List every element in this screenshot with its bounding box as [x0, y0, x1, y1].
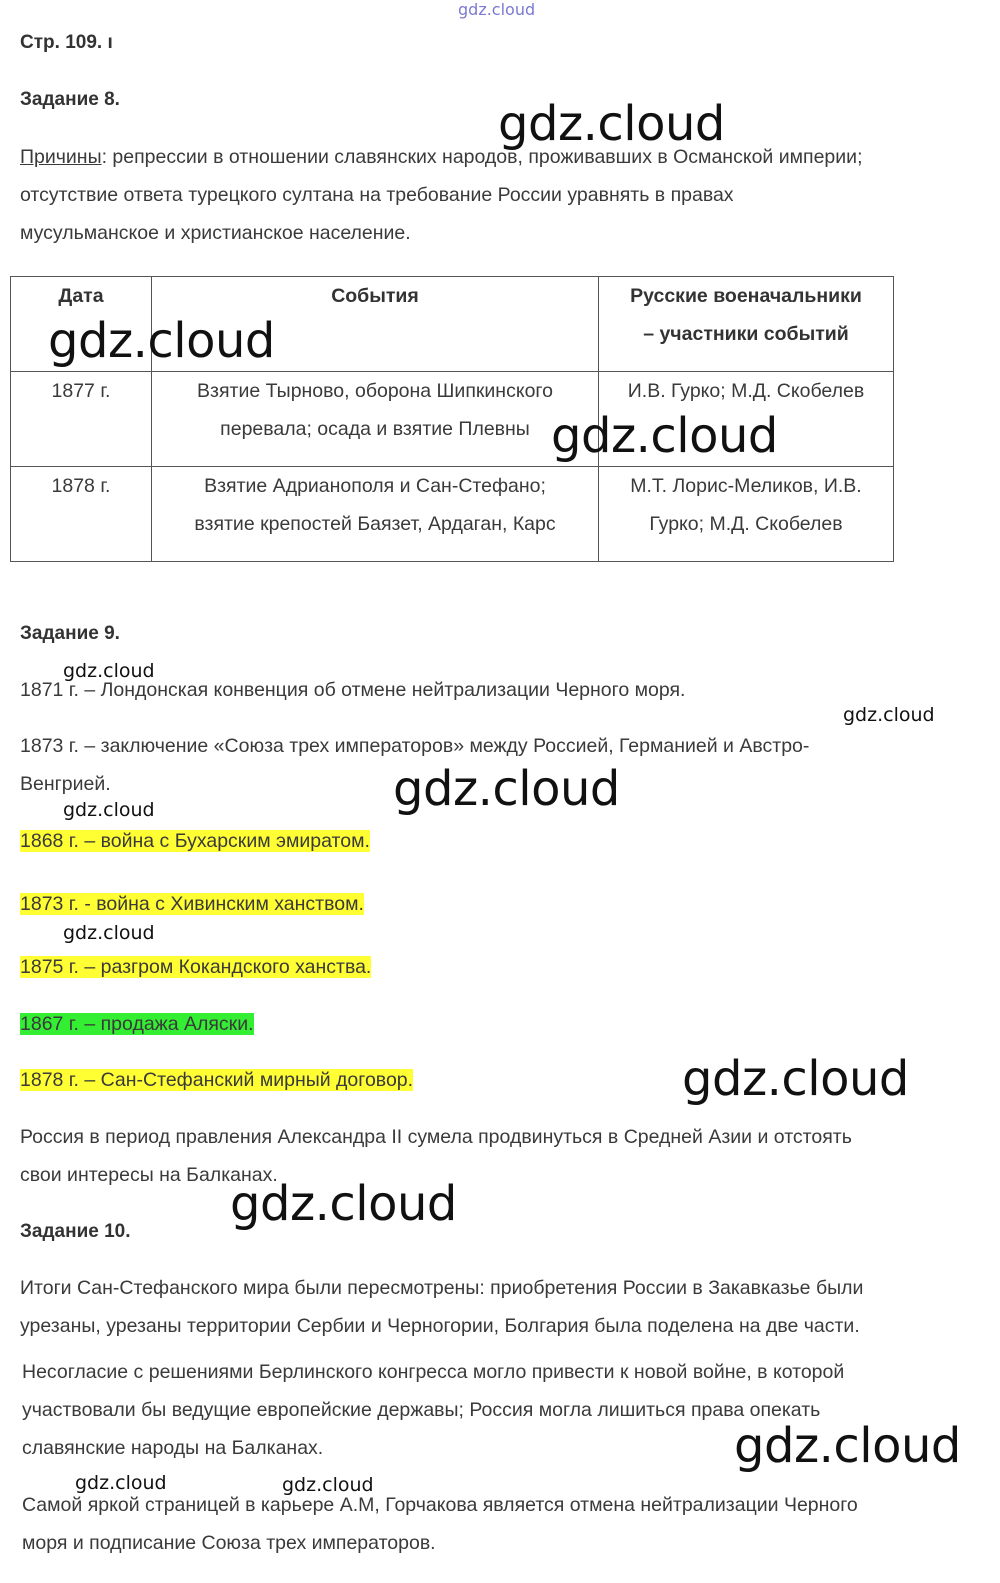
watermark: gdz.cloud	[75, 1472, 167, 1494]
task8-heading: Задание 8.	[20, 89, 120, 110]
cell-events: Взятие Тырново, оборона Шипкинского перевала; осада и взятие Плевны	[152, 372, 599, 467]
cell-date: 1877 г.	[11, 372, 152, 467]
cell-leaders: И.В. Гурко; М.Д. Скобелев	[599, 372, 894, 467]
task10-p1-line-1: Итоги Сан-Стефанского мира были пересмотрены: приобретения России в Закавказье были	[20, 1277, 864, 1299]
task9-line-1: 1871 г. – Лондонская конвенция об отмене нейтрализации Черного моря.	[20, 679, 686, 701]
table-row	[11, 467, 894, 562]
task10-p3-line-2: моря и подписание Союза трех императоров.	[22, 1532, 436, 1554]
highlight-khiva: 1873 г. - война с Хивинским ханством.	[20, 893, 364, 915]
header-events: События	[152, 277, 599, 372]
task9-summary-1: Россия в период правления Александра II сумела продвинуться в Средней Азии и отстоять	[20, 1126, 852, 1148]
watermark: gdz.cloud	[63, 799, 155, 821]
task9-line-2b: Венгрией.	[20, 773, 111, 795]
highlight-kokand: 1875 г. – разгром Кокандского ханства.	[20, 956, 372, 978]
watermark: gdz.cloud	[551, 408, 778, 464]
cell-events: Взятие Адрианополя и Сан-Стефано; взятие крепостей Баязет, Ардаган, Карс	[152, 467, 599, 562]
watermark: gdz.cloud	[63, 660, 155, 682]
task8-causes-line-1	[20, 138, 862, 176]
highlight-bukhara: 1868 г. – война с Бухарским эмиратом.	[20, 830, 370, 852]
watermark: gdz.cloud	[734, 1418, 961, 1474]
watermark: gdz.cloud	[498, 96, 725, 152]
watermark: gdz.cloud	[230, 1176, 457, 1232]
task10-p2-line-2: участвовали бы ведущие европейские державы; Россия могла лишиться права опекать	[22, 1399, 821, 1421]
causes-label: Причины	[20, 146, 102, 168]
task10-p2-line-1: Несогласие с решениями Берлинского конгресса могло привести к новой войне, в которой	[22, 1361, 845, 1383]
highlight-san-stefano: 1878 г. – Сан-Стефанский мирный договор.	[20, 1069, 414, 1091]
header-date: Дата	[11, 277, 152, 372]
task9-heading: Задание 9.	[20, 623, 120, 644]
watermark: gdz.cloud	[682, 1051, 909, 1107]
task8-causes-line-3: мусульманское и христианское население.	[20, 222, 411, 244]
watermark: gdz.cloud	[63, 922, 155, 944]
page-reference: Стр. 109. ı	[20, 32, 113, 53]
task10-p1-line-2: урезаны, урезаны территории Сербии и Черногории, Болгария была поделена на две части.	[20, 1315, 860, 1337]
causes-text-1: : репрессии в отношении славянских народов, проживавших в Османской империи;	[101, 146, 863, 168]
watermark: gdz.cloud	[48, 313, 275, 369]
task8-causes-line-2: отсутствие ответа турецкого султана на требование России уравнять в правах	[20, 184, 734, 206]
watermark: gdz.cloud	[843, 704, 935, 726]
cell-leaders: М.Т. Лорис-Меликов, И.В. Гурко; М.Д. Скобелев	[599, 467, 894, 562]
watermark: gdz.cloud	[393, 761, 620, 817]
highlight-alaska: 1867 г. – продажа Аляски.	[20, 1013, 254, 1035]
header-leaders: Русские военачальники – участники событий	[599, 277, 894, 372]
watermark: gdz.cloud	[282, 1474, 374, 1496]
task10-p2-line-3: славянские народы на Балканах.	[22, 1437, 324, 1459]
cell-date: 1878 г.	[11, 467, 152, 562]
task10-heading: Задание 10.	[20, 1221, 131, 1242]
watermark-top: gdz.cloud	[458, 0, 536, 19]
task9-summary-2: свои интересы на Балканах.	[20, 1164, 278, 1186]
task9-line-2a: 1873 г. – заключение «Союза трех императоров» между Россией, Германией и Австро-	[20, 735, 810, 757]
task10-p3-line-1: Самой яркой страницей в карьере А.М, Горчакова является отмена нейтрализации Черного	[22, 1494, 858, 1516]
